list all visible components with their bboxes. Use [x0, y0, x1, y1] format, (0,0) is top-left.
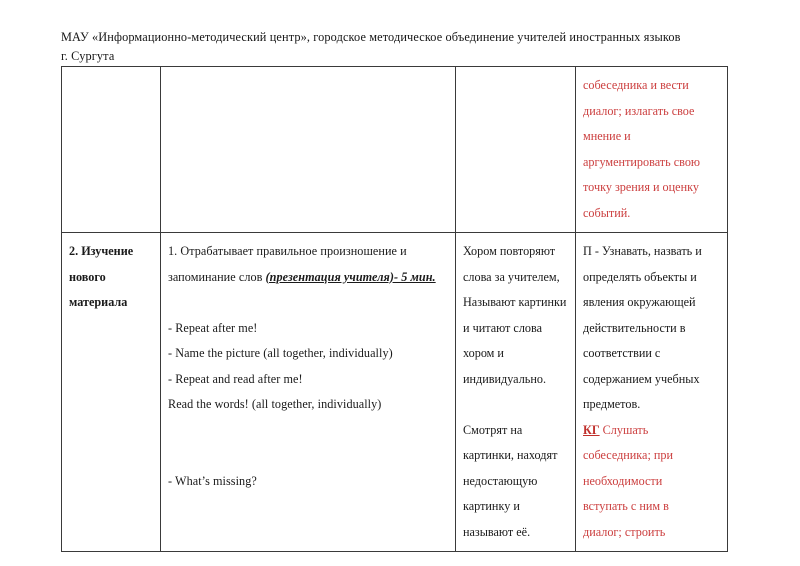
- stage-label-line: материала: [69, 295, 128, 309]
- uud-line: П - Узнавать, назвать и: [583, 244, 702, 258]
- student-activity-line: Хором повторяют: [463, 244, 556, 258]
- cell-student-activity-continued: [456, 67, 576, 233]
- uud-red-abbreviation: КГ: [583, 422, 600, 437]
- cell-teacher-activity-continued: [161, 67, 456, 233]
- uud-red-line: необходимости: [583, 473, 663, 488]
- stage-label-line: нового: [69, 269, 106, 284]
- uud-line: определять объекты и: [583, 269, 697, 284]
- student-activity-line: недостающую: [463, 473, 538, 488]
- teacher-task-line-2: [168, 265, 449, 291]
- cell-uud: [576, 233, 728, 552]
- blank-line: [463, 392, 569, 418]
- stage-label-line: 2. Изучение: [69, 244, 134, 258]
- uud-red-line: собеседника; при: [583, 448, 674, 462]
- header-line-1: МАУ «Информационно-методический центр», городское методическое объединение учителей иностранных языков: [61, 30, 681, 44]
- student-activity-line: картинки, находят: [463, 448, 558, 462]
- uud-red-line: точку зрения и оценку: [583, 180, 699, 194]
- uud-red-line: собеседника и вести: [583, 78, 689, 92]
- teacher-command-line: - Name the picture (all together, individually): [168, 346, 393, 360]
- teacher-command-line: Read the words! (all together, individually): [168, 397, 382, 411]
- lesson-plan-table: [61, 66, 728, 552]
- student-activity-line: картинку и: [463, 499, 520, 513]
- student-activity-line: Смотрят на: [463, 422, 523, 437]
- page-title: [61, 28, 733, 66]
- student-activity-line: называют её.: [463, 524, 531, 539]
- uud-red-line: аргументировать свою: [583, 154, 701, 169]
- uud-line: явления окружающей: [583, 295, 696, 309]
- uud-red-line: мнение и: [583, 129, 631, 143]
- uud-red-line: событий.: [583, 205, 631, 220]
- uud-red-line: диалог; излагать свое: [583, 103, 695, 118]
- uud-line: предметов.: [583, 397, 641, 411]
- uud-red-first-rest: Слушать: [599, 422, 649, 437]
- teacher-command-last: - What’s missing?: [168, 473, 257, 488]
- teacher-command-line: - Repeat after me!: [168, 320, 258, 335]
- table-row: [62, 67, 728, 233]
- blank-line: [168, 418, 449, 444]
- student-activity-line: Называют картинки: [463, 295, 567, 309]
- teacher-command-line: - Repeat and read after me!: [168, 371, 303, 386]
- uud-line: содержанием учебных: [583, 371, 700, 386]
- teacher-task-line-1: 1. Отрабатывает правильное произношение и: [168, 244, 407, 258]
- cell-uud-continued: [576, 67, 728, 233]
- teacher-task-plain: запоминание слов: [168, 269, 266, 284]
- uud-red-first-line: [583, 418, 721, 444]
- student-activity-line: хором и: [463, 346, 504, 360]
- student-activity-line: слова за учителем,: [463, 269, 560, 284]
- blank-line: [168, 443, 449, 469]
- student-activity-line: и читают слова: [463, 320, 543, 335]
- student-activity-line: индивидуально.: [463, 371, 546, 386]
- cell-stage-continued: [62, 67, 161, 233]
- uud-red-line: вступать с ним в: [583, 499, 669, 513]
- uud-line: действительности в: [583, 320, 686, 335]
- cell-student-activity: [456, 233, 576, 552]
- cell-stage-new-material: [62, 233, 161, 552]
- uud-red-line: диалог; строить: [583, 524, 666, 539]
- table-row: [62, 233, 728, 552]
- cell-teacher-activity: [161, 233, 456, 552]
- uud-line: соответствии с: [583, 346, 661, 360]
- header-line-2: г. Сургута: [61, 49, 115, 63]
- blank-line: [168, 290, 449, 316]
- teacher-task-emphasis: (презентация учителя)- 5 мин.: [265, 269, 436, 284]
